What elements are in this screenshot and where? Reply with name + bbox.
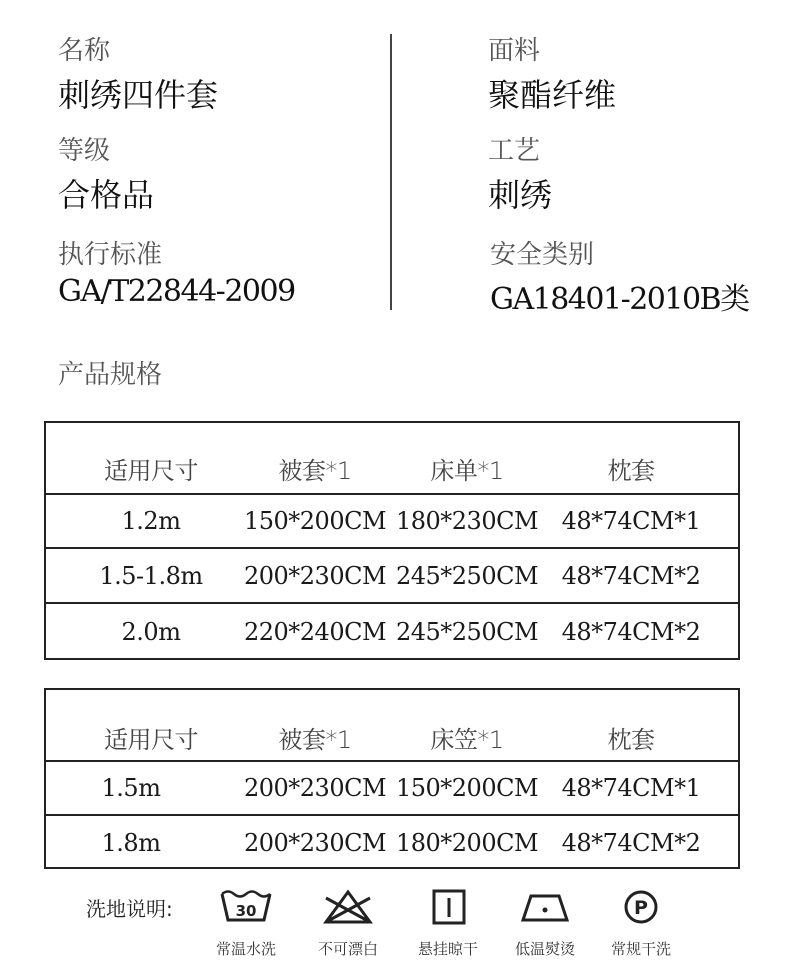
divider-line xyxy=(390,34,392,310)
fabric-value: 聚酯纤维 xyxy=(488,76,617,114)
care-item-iron xyxy=(500,886,590,959)
table-row xyxy=(46,760,738,814)
section-title: 产品规格 xyxy=(58,360,163,390)
size-table-1 xyxy=(44,421,740,660)
cell-sheet: 245*250CM xyxy=(395,561,539,590)
table-row xyxy=(46,814,738,869)
cell-pillowcase: 48*74CM*2 xyxy=(561,828,701,857)
cell-size: 1.8m xyxy=(101,828,161,857)
safety-label: 安全类别 xyxy=(490,240,595,270)
cell-size: 1.5-1.8m xyxy=(99,561,203,590)
header-pillowcase: 枕套 xyxy=(607,456,655,485)
cell-duvet: 220*240CM xyxy=(243,618,387,646)
standard-label: 执行标准 xyxy=(58,240,163,270)
cell-pillowcase: 48*74CM*1 xyxy=(561,507,701,535)
no-bleach-icon xyxy=(320,886,376,926)
cell-pillowcase: 48*74CM*2 xyxy=(561,618,701,646)
cell-size: 2.0m xyxy=(121,618,181,646)
cell-duvet: 150*200CM xyxy=(243,507,387,535)
grade-value: 合格品 xyxy=(58,176,155,214)
cell-size: 1.5m xyxy=(101,774,161,802)
table-header-row xyxy=(46,690,738,760)
cell-duvet: 200*230CM xyxy=(243,828,387,857)
fabric-label: 面料 xyxy=(488,36,541,66)
name-label: 名称 xyxy=(58,36,111,66)
wash-30-icon xyxy=(218,886,274,926)
header-sheet: 床单*1 xyxy=(430,456,504,485)
craft-value: 刺绣 xyxy=(488,176,553,214)
cell-pillowcase: 48*74CM*1 xyxy=(561,774,701,802)
svg-text:30: 30 xyxy=(235,902,257,920)
table-header-row xyxy=(46,423,738,493)
standard-value: GA/T22844-2009 xyxy=(58,274,295,309)
care-item-dry-clean xyxy=(596,886,686,959)
care-label: 低温熨烫 xyxy=(514,940,575,958)
size-table-2 xyxy=(44,688,740,869)
care-label: 不可漂白 xyxy=(317,940,378,958)
cell-duvet: 200*230CM xyxy=(243,774,387,802)
name-value: 刺绣四件套 xyxy=(58,76,219,114)
care-label: 悬挂晾干 xyxy=(417,940,478,958)
header-size: 适用尺寸 xyxy=(104,456,198,485)
cell-sheet: 245*250CM xyxy=(395,618,539,646)
care-item-no-bleach xyxy=(303,886,393,959)
care-label: 常温水洗 xyxy=(215,940,276,958)
header-duvet: 被套*1 xyxy=(278,725,352,754)
safety-value: GA18401-2010B类 xyxy=(490,282,749,317)
care-label: 常规干洗 xyxy=(610,940,671,958)
care-item-hang-dry xyxy=(403,886,493,959)
cell-fitted-sheet: 180*200CM xyxy=(395,828,539,857)
craft-label: 工艺 xyxy=(488,136,541,166)
cell-size: 1.2m xyxy=(121,507,181,535)
cell-sheet: 180*230CM xyxy=(395,507,539,535)
table-row xyxy=(46,493,738,547)
care-item-wash xyxy=(201,886,291,959)
grade-label: 等级 xyxy=(58,136,111,166)
hang-dry-icon xyxy=(420,886,476,926)
table-row xyxy=(46,547,738,602)
header-size: 适用尺寸 xyxy=(104,725,198,754)
table-row xyxy=(46,602,738,660)
svg-text:P: P xyxy=(634,897,648,919)
header-fitted-sheet: 床笠*1 xyxy=(430,725,504,754)
header-duvet: 被套*1 xyxy=(278,456,352,485)
iron-low-icon xyxy=(517,886,573,926)
header-pillowcase: 枕套 xyxy=(607,725,655,754)
care-title: 洗地说明: xyxy=(86,897,173,921)
cell-pillowcase: 48*74CM*2 xyxy=(561,561,701,590)
dry-clean-p-icon xyxy=(613,886,669,926)
cell-duvet: 200*230CM xyxy=(243,561,387,590)
cell-fitted-sheet: 150*200CM xyxy=(395,774,539,802)
